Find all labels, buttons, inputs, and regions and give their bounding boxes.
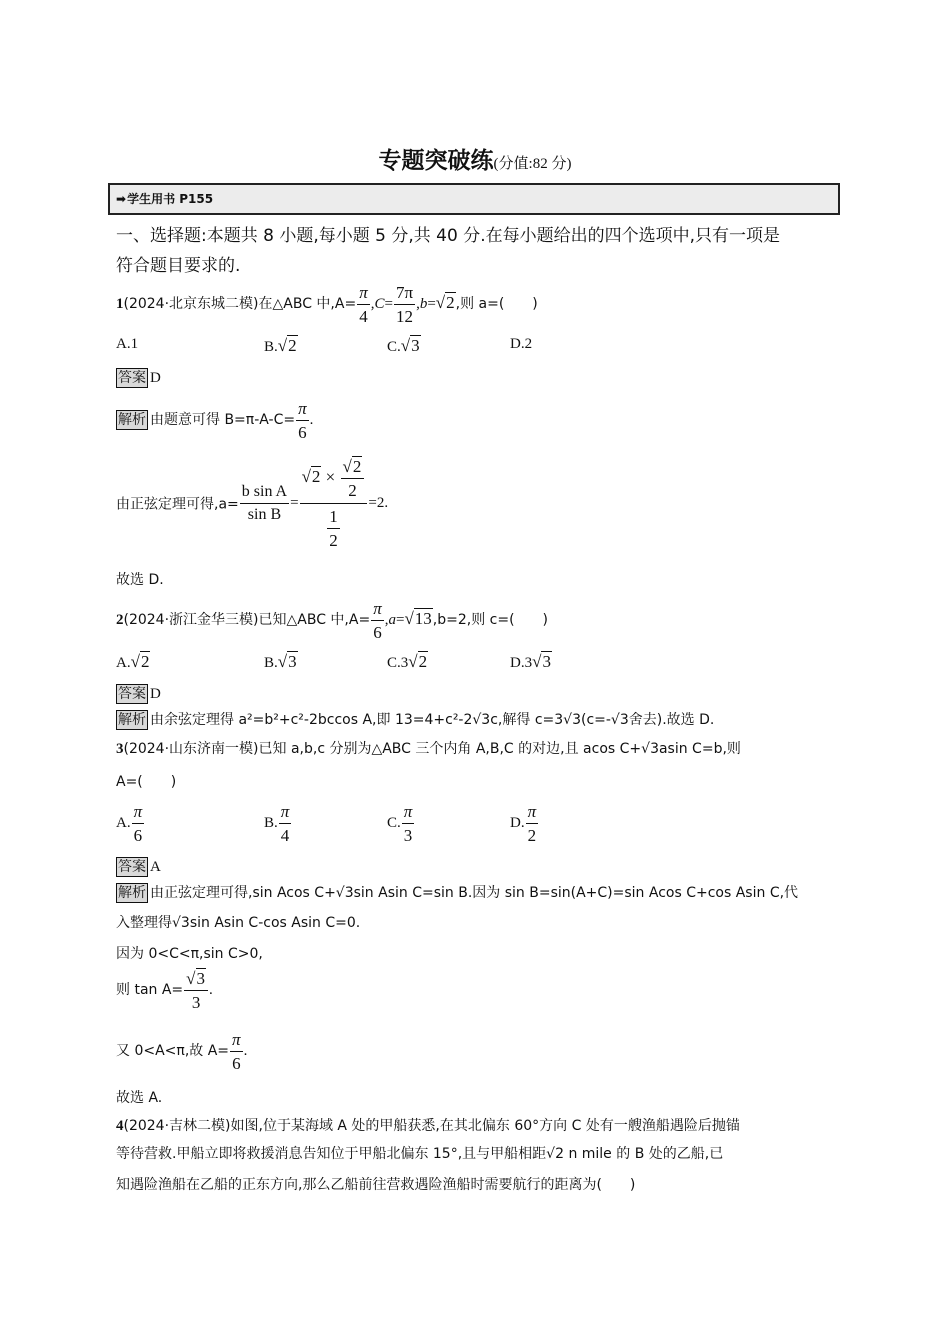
q1-answer [116,368,161,388]
q1-conclusion: 故选 D. [116,572,164,588]
question-2-source: (2024·浙江金华三模)已知△ABC 中,A= [123,611,371,628]
q1-A-den: 4 [357,304,370,325]
title-main: 专题突破练 [378,148,494,174]
q3-option-c: C. $\frac{\pi}{3}$ [387,802,413,845]
question-1-number: 1 [116,295,124,312]
q3-analysis-3: 因为 0<C<π,sin C>0, [116,946,263,962]
question-4-line1: (2024·吉林二模)如图,位于某海域 A 处的甲船获悉,在其北偏东 60°方向 C 处有一艘渔船遇险后抛锚 [123,1118,740,1134]
q1-option-d: D.2 [510,336,533,352]
section-heading-line2: 符合题目要求的. [116,256,241,276]
q2-option-c: C.3√2 [387,652,428,671]
question-1-source: (2024·北京东城二模)在△ABC 中,A= [123,295,357,312]
q2-a-sqrt: √13 [404,608,432,628]
q3-analysis-4: 则 tan A= $\frac{√3}{3}$ . [116,969,213,1012]
student-book-bar [108,183,840,215]
q2-option-b: B.√3 [264,652,297,671]
page-title [0,142,950,175]
q1-A-fraction [357,284,370,325]
q1-b-sqrt: √2 [435,292,455,312]
question-1: 1(2024·北京东城二模)在△ABC 中,A= $\frac{\pi}{4}$ ,C= $\frac{7\pi}{12}$ ,b=√2,则 a=( ) [116,283,538,326]
section-heading-line1: 一、选择题:本题共 8 小题,每小题 5 分,共 40 分.在每小题给出的四个选项中,只有一项是 [116,226,781,246]
q3-option-a: A. $\frac{\pi}{6}$ [116,802,143,845]
question-3 [116,738,741,758]
title-score: (分值:82 分) [493,156,572,172]
q1-option-a: A.1 [116,336,139,352]
question-2-tail: ,b=2,则 c=( ) [432,611,549,628]
q1-C-den: 12 [394,304,415,325]
q3-option-d: D. $\frac{\pi}{2}$ [510,802,537,845]
q2-A-fraction: $\frac{\pi}{6}$ [373,599,382,642]
answer-tag: 答案 [118,370,146,386]
question-1-tail: ,则 a=( ) [455,295,538,312]
analysis-tag: 解析 [118,411,146,428]
question-3-source: (2024·山东济南一模)已知 a,b,c 分别为△ABC 三个内角 A,B,C 的对边,且 acos C+√3asin C=b,则 [123,741,741,757]
q3-analysis-1: 解析 由正弦定理可得,sin Acos C+√3sin Asin C=sin B.因为 sin B=sin(A+C)=sin Acos C+cos Asin C,代 [118,885,799,901]
q1-answer-value: D [150,370,161,386]
q1-analysis-step2: 由正弦定理可得,a= $\frac{\text{b sin A}}{\text{sin B}}$ = √2 × $\frac{√2}{2}$ $\frac{1}{2}$ =2. [116,457,389,550]
q1-C-num: 7π [395,283,414,302]
question-4-number: 4 [116,1118,124,1134]
q1-sine-law-fraction: $\frac{\text{b sin A}}{\text{sin B}}$ [241,483,288,523]
q3-answer: 答案 A [118,859,161,875]
question-2-number: 2 [116,611,124,628]
question-4 [116,1115,740,1135]
q3-option-b: B. $\frac{\pi}{4}$ [264,802,290,845]
q1-option-b: B.√2 [264,336,297,355]
q2-option-a: A.√2 [116,652,150,671]
question-2: 2(2024·浙江金华三模)已知△ABC 中,A= $\frac{\pi}{6}$ ,a=√13,b=2,则 c=( ) [116,599,549,642]
q3-result-fraction: $\frac{\pi}{6}$ [232,1030,241,1073]
section-heading [116,221,780,281]
student-book-label: 学生用书 P155 [127,192,214,206]
question-4-line2: 等待营救.甲船立即将救援消息告知位于甲船北偏东 15°,且与甲船相距√2 n mile 的 B 处的乙船,已 [116,1146,724,1162]
question-3-line2: A=( ) [116,774,177,790]
q1-option-c: C.√3 [387,336,420,355]
q1-C-fraction [394,284,415,325]
q3-answer-value: A [150,859,161,875]
q2-answer-value: D [150,686,161,702]
question-4-line3: 知遇险渔船在乙船的正东方向,那么乙船前往营救遇险渔船时需要航行的距离为( ) [116,1177,636,1193]
q3-tan-fraction: $\frac{√3}{3}$ [184,970,208,1011]
q1-analysis-step1: 解析 由题意可得 B=π-A-C= $\frac{\pi}{6}$ . [118,399,314,442]
question-3-number: 3 [116,741,124,757]
q3-analysis-2: 入整理得√3sin Asin C-cos Asin C=0. [116,915,361,931]
q1-A-num: π [359,283,368,302]
arrow-right-icon: ➡ [116,192,127,206]
q2-option-d: D.3√3 [510,652,551,671]
q2-analysis: 解析 由余弦定理得 a²=b²+c²-2bccos A,即 13=4+c²-2√3c,解得 c=3√3(c=-√3舍去).故选 D. [118,712,715,728]
q3-conclusion: 故选 A. [116,1090,163,1106]
q1-compound-fraction: √2 × $\frac{√2}{2}$ $\frac{1}{2}$ [300,458,368,549]
q2-answer: 答案 D [118,686,161,702]
q1-B-fraction: $\frac{\pi}{6}$ [298,399,307,442]
q3-analysis-5: 又 0<A<π,故 A= $\frac{\pi}{6}$ . [116,1030,248,1073]
